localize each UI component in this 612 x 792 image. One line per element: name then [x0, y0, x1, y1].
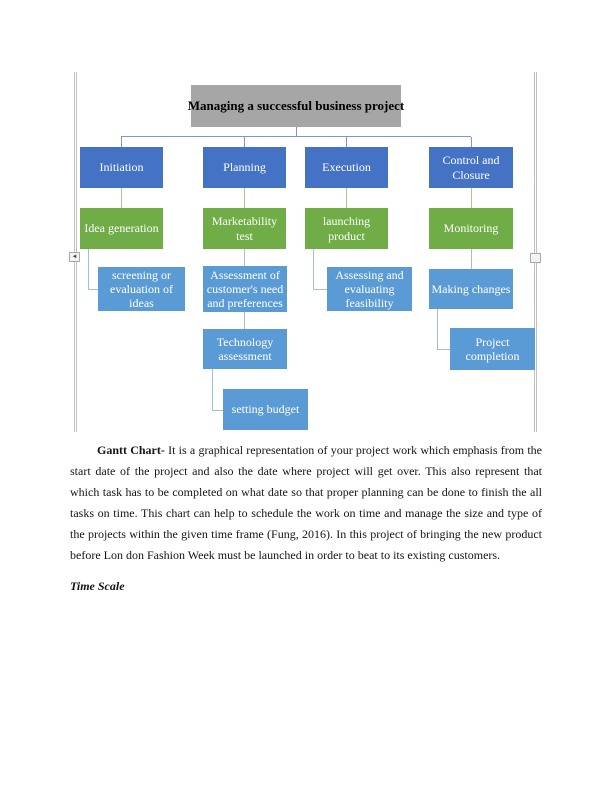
gantt-chart-paragraph: [70, 440, 542, 566]
node-technology-assessment: Technology assessment: [203, 329, 287, 369]
connector-initiation-idea: [121, 188, 122, 208]
connector-launching-assessing-h: [314, 289, 327, 290]
gantt-chart-lead: Gantt Chart-: [97, 443, 165, 457]
gantt-chart-paragraph-text: [70, 440, 542, 566]
node-screening: screening or evaluation of ideas: [98, 267, 185, 311]
connector-drop-initiation: [121, 137, 122, 147]
connector-control-monitoring: [471, 188, 472, 208]
connector-marketability-assessment: [244, 249, 245, 266]
node-setting-budget: setting budget: [223, 389, 308, 430]
connector-idea-screening-h: [89, 289, 98, 290]
connector-title-drop: [296, 127, 297, 136]
canvas-left-handle[interactable]: [69, 252, 80, 262]
connector-technology-budget-v: [212, 369, 213, 411]
node-planning: Planning: [203, 147, 286, 188]
connector-drop-execution: [346, 137, 347, 147]
canvas-border-right: [534, 72, 537, 432]
connector-assessment-technology: [244, 312, 245, 329]
connector-drop-planning: [244, 137, 245, 147]
connector-idea-screening-v: [88, 249, 89, 290]
node-assessing: Assessing and evaluating feasibility: [327, 267, 412, 311]
node-assessment: Assessment of customer's need and preferences: [203, 266, 287, 312]
canvas-right-handle[interactable]: [530, 253, 541, 263]
connector-making-project-h: [438, 349, 450, 350]
connector-planning-marketability: [244, 188, 245, 208]
connector-making-project-v: [437, 309, 438, 350]
connector-title-horizontal: [121, 136, 471, 137]
node-launching-product: launching product: [305, 208, 388, 249]
node-making-changes: Making changes: [429, 269, 513, 309]
node-title: Managing a successful business project: [191, 85, 401, 127]
connector-drop-control: [471, 137, 472, 147]
left-arrow-icon: ◄: [71, 254, 78, 260]
gantt-chart-body: It is a graphical representation of your project work which emphasis from the start date of the project and also the date where project will get over. This also represent that which task has to be completed on what date so that proper planning can be done to finish the all tasks on time. This chart can help to schedule the work on time and manage the size and type of the projects within the given time frame (Fung, 2016). In this project of bringing the new product before Lon don Fashion Week must be launched in order to beat to its existing customers.: [70, 443, 542, 562]
connector-monitoring-making: [471, 249, 472, 269]
node-monitoring: Monitoring: [429, 208, 513, 249]
node-control-closure: Control and Closure: [429, 147, 513, 188]
node-initiation: Initiation: [80, 147, 163, 188]
node-project-completion: Project completion: [450, 328, 535, 370]
connector-launching-assessing-v: [313, 249, 314, 290]
connector-execution-launching: [346, 188, 347, 208]
connector-technology-budget-h: [213, 410, 223, 411]
time-scale-heading: Time Scale: [70, 579, 125, 593]
node-marketability-test: Marketability test: [203, 208, 286, 249]
node-execution: Execution: [305, 147, 388, 188]
node-idea-generation: Idea generation: [80, 208, 163, 249]
